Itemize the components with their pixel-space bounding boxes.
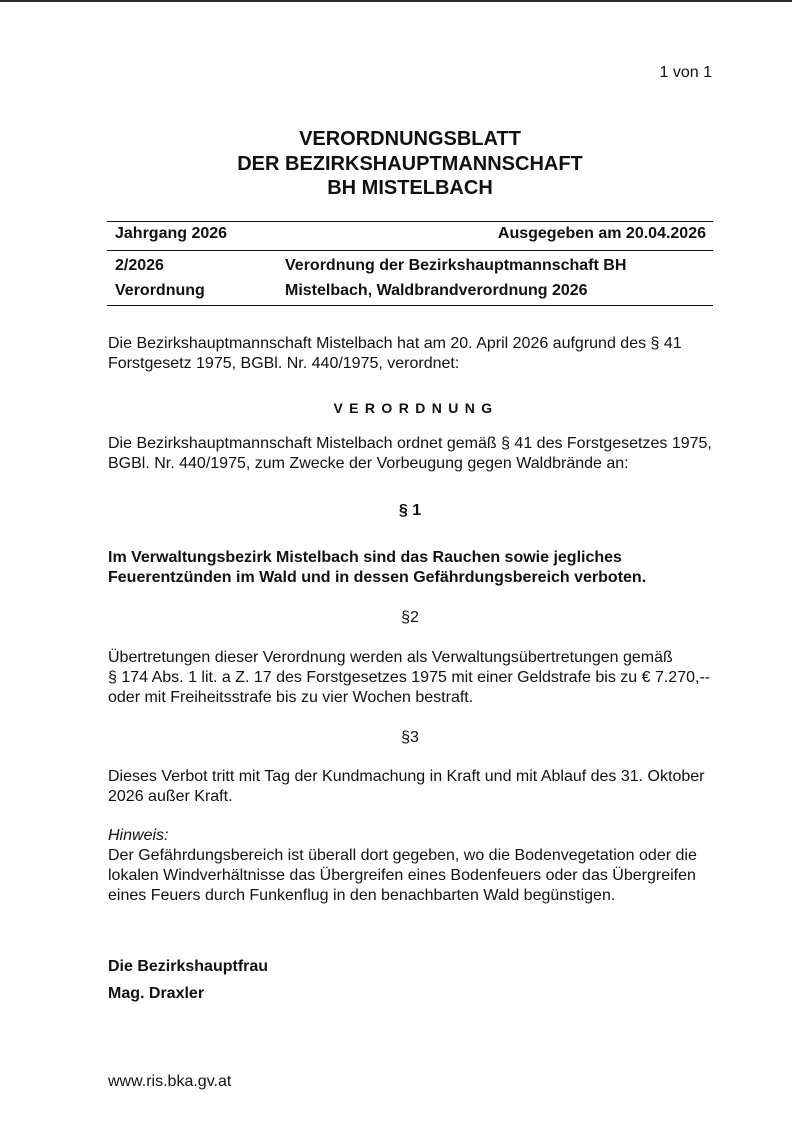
regulation-type: Verordnung: [115, 282, 205, 299]
volume-year: Jahrgang 2026: [115, 225, 228, 242]
signature-name: Mag. Draxler: [108, 985, 205, 1002]
regulation-title-line-2: Mistelbach, Waldbrandverordnung 2026: [285, 282, 588, 299]
preamble-line: BGBl. Nr. 440/1975, zum Zwecke der Vorbeugung gegen Waldbrände an:: [108, 455, 629, 472]
section-1-heading: § 1: [398, 502, 422, 519]
note-label: Hinweis:: [108, 827, 169, 844]
section-2-text: [108, 648, 714, 708]
regulation-id: [115, 253, 205, 303]
preamble-line: Die Bezirkshauptmannschaft Mistelbach ordnet gemäß § 41 des Forstgesetzes 1975,: [108, 435, 712, 452]
note-paragraph: [108, 826, 714, 906]
section-line: Feuerentzünden im Wald und in dessen Gefährdungsbereich verboten.: [108, 569, 647, 586]
regulation-meta-row: [107, 251, 713, 305]
section-3-text: [108, 767, 714, 807]
regulation-title-line-1: Verordnung der Bezirkshauptmannschaft BH: [285, 257, 627, 274]
page-top-border: [0, 0, 792, 2]
intro-paragraph: [108, 334, 714, 374]
issue-meta-table: [107, 221, 713, 306]
section-line: § 174 Abs. 1 lit. a Z. 17 des Forstgesetzes 1975 mit einer Geldstrafe bis zu € 7.270,--: [108, 669, 711, 686]
signature-role: Die Bezirkshauptfrau: [108, 958, 269, 975]
note-line: lokalen Windverhältnisse das Übergreifen eines Bodenfeuers oder das Übergreifen: [108, 867, 696, 884]
intro-line: Die Bezirkshauptmannschaft Mistelbach hat am 20. April 2026 aufgrund des § 41: [108, 335, 682, 352]
intro-line: Forstgesetz 1975, BGBl. Nr. 440/1975, verordnet:: [108, 355, 460, 372]
regulation-number: 2/2026: [115, 257, 164, 274]
section-line: 2026 außer Kraft.: [108, 788, 233, 805]
signature-block: [108, 953, 714, 1007]
table-rule-bottom: [107, 305, 713, 306]
section-3-heading: §3: [401, 729, 419, 746]
section-line: Im Verwaltungsbezirk Mistelbach sind das Rauchen sowie jegliches: [108, 549, 622, 566]
section-2-heading: §2: [401, 609, 419, 626]
gazette-title-line-3: BH MISTELBACH: [327, 177, 493, 199]
issue-date: Ausgegeben am 20.04.2026: [497, 225, 706, 242]
page-number: 1 von 1: [659, 64, 712, 81]
footer-url-link[interactable]: www.ris.bka.gv.at: [108, 1073, 232, 1090]
gazette-title: [107, 127, 713, 201]
regulation-title: [285, 253, 626, 303]
issue-meta-row: [107, 222, 713, 250]
verordnung-heading-text: VERORDNUNG: [333, 400, 499, 416]
section-line: oder mit Freiheitsstrafe bis zu vier Wochen bestraft.: [108, 689, 474, 706]
verordnung-heading: [107, 398, 719, 419]
section-line: Übertretungen dieser Verordnung werden als Verwaltungsübertretungen gemäß: [108, 649, 673, 666]
section-line: Dieses Verbot tritt mit Tag der Kundmachung in Kraft und mit Ablauf des 31. Oktober: [108, 768, 705, 785]
note-line: Der Gefährdungsbereich ist überall dort gegeben, wo die Bodenvegetation oder die: [108, 847, 697, 864]
note-line: eines Feuers durch Funkenflug in den benachbarten Wald begünstigen.: [108, 887, 616, 904]
footer: [108, 1072, 714, 1092]
section-1-text: [108, 548, 714, 588]
preamble-paragraph: [108, 434, 714, 474]
gazette-title-line-2: DER BEZIRKSHAUPTMANNSCHAFT: [237, 152, 583, 175]
gazette-title-line-1: VERORDNUNGSBLATT: [299, 128, 521, 150]
